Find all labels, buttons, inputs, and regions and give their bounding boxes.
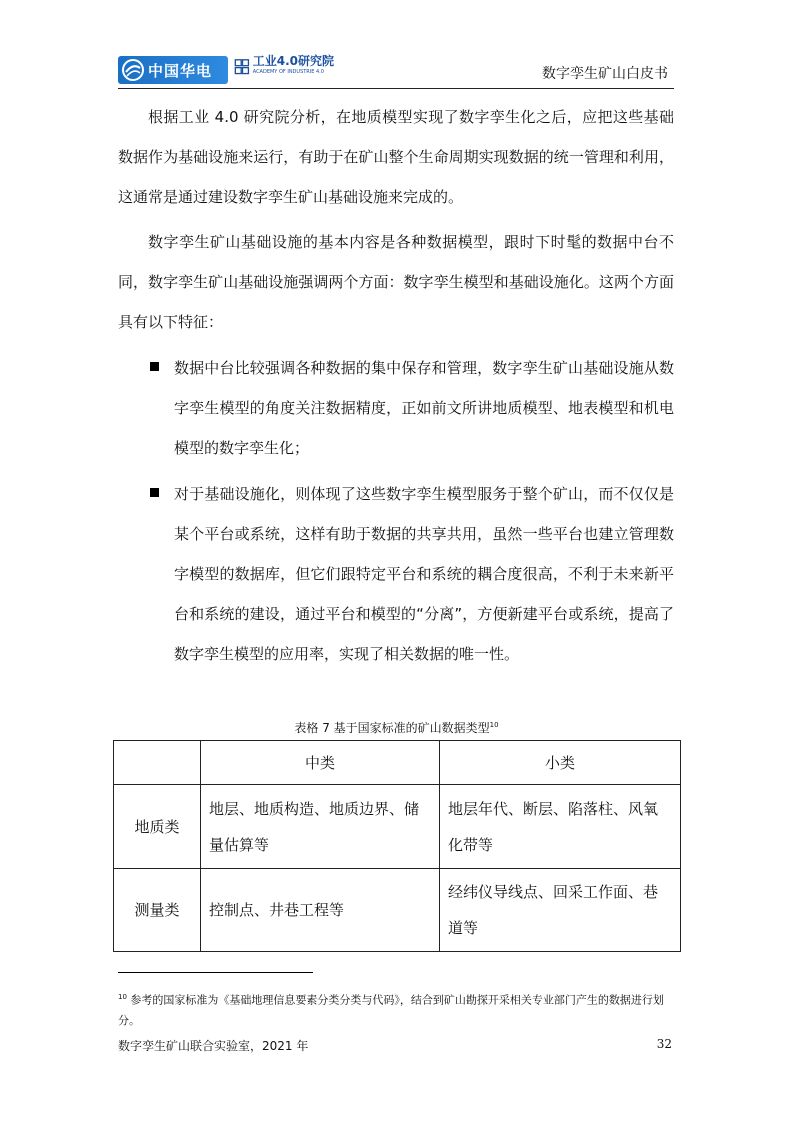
footnote [118, 987, 674, 1031]
mine-data-types-table [113, 740, 681, 952]
table-row-header: 地质类 [114, 785, 201, 869]
bullet-square-icon [150, 488, 159, 497]
table-header-row [114, 741, 681, 785]
chd-logo [118, 56, 228, 84]
page-number: 32 [656, 1037, 672, 1051]
table-cell: 经纬仪导线点、回采工作面、巷道等 [440, 869, 681, 952]
table-row [114, 785, 681, 869]
bullet-item-2 [150, 474, 674, 674]
table-cell: 地层、地质构造、地质边界、储量估算等 [201, 785, 440, 869]
footnote-ref: 10 [118, 993, 127, 1001]
table-caption-ref: 10 [489, 721, 499, 729]
footnote-divider [118, 972, 313, 973]
bullet-item-1 [150, 348, 674, 468]
header-title: 数字孪生矿山白皮书 [542, 66, 668, 82]
table-header-cell: 小类 [440, 741, 681, 785]
table-header-cell: 中类 [201, 741, 440, 785]
footer-lab-name: 数字孪生矿山联合实验室，2021 年 [118, 1039, 309, 1053]
table-header-cell [114, 741, 201, 785]
bullet-square-icon [150, 362, 159, 371]
footnote-text: 参考的国家标准为《基础地理信息要素分类分类与代码》，结合到矿山勘探开采相关专业部门产生的数据进行划分。 [118, 993, 664, 1027]
i40-logo-subtitle: ACADEMY OF INDUSTRIE 4.0 [252, 69, 324, 75]
table-row [114, 869, 681, 952]
table-row-header: 测量类 [114, 869, 201, 952]
table-cell: 控制点、井巷工程等 [201, 869, 440, 952]
i40-logo-icon [234, 54, 250, 80]
page-header [118, 52, 674, 89]
table-cell: 地层年代、断层、陷落柱、风氧化带等 [440, 785, 681, 869]
i40-logo-name: 工业4.0研究院 [252, 54, 334, 68]
bullet-text: 对于基础设施化，则体现了这些数字孪生模型服务于整个矿山，而不仅仅是某个平台或系统，这样有助于数据的共享共用，虽然一些平台也建立管理数字模型的数据库，但它们跟特定平台和系统的耦合度很高，不利于未来新平台和系统的建设，通过平台和模型的“分离”，方便新建平台或系统，提高了数字孪生模型的应用率，实现了相关数据的唯一性。 [174, 485, 674, 663]
i40-logo [234, 54, 334, 86]
table-caption [0, 719, 793, 736]
paragraph-2: 数字孪生矿山基础设施的基本内容是各种数据模型，跟时下时髦的数据中台不同，数字孪生矿山基础设施强调两个方面：数字孪生模型和基础设施化。这两个方面具有以下特征： [118, 233, 674, 331]
paragraph-1: 根据工业 4.0 研究院分析，在地质模型实现了数字孪生化之后，应把这些基础数据作为基础设施来运行，有助于在矿山整个生命周期实现数据的统一管理和利用，这通常是通过建设数字孪生矿山基础设施来完成的。 [118, 108, 674, 206]
chd-logo-text: 中国华电 [148, 61, 213, 80]
bullet-text: 数据中台比较强调各种数据的集中保存和管理，数字孪生矿山基础设施从数字孪生模型的角度关注数据精度，正如前文所讲地质模型、地表模型和机电模型的数字孪生化； [174, 359, 674, 457]
chd-logo-icon [122, 59, 144, 81]
table-caption-text: 表格 7 基于国家标准的矿山数据类型 [294, 721, 490, 735]
